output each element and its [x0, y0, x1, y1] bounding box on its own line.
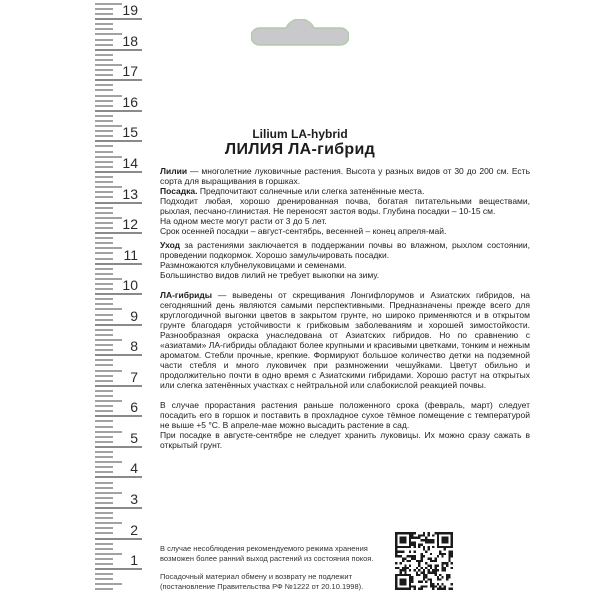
ruler-tick — [95, 426, 113, 428]
ruler-number: 7 — [130, 368, 138, 385]
paragraph-text: за растениями заключается в поддержании почвы во влажном, рыхлом состоянии, проведении подкормок. Хорошо замульчировать посадки. — [160, 240, 530, 260]
ruler-tick — [95, 18, 142, 20]
russian-title: ЛИЛИЯ ЛА-гибрид — [224, 141, 376, 158]
paragraph — [160, 260, 530, 270]
ruler-number: 16 — [122, 93, 138, 110]
paragraph — [160, 196, 530, 216]
ruler-tick — [95, 395, 113, 397]
ruler-tick — [95, 13, 113, 15]
paragraph — [160, 166, 530, 186]
ruler-tick — [95, 415, 142, 417]
description-text — [160, 166, 530, 450]
footnote-line: возможен более ранний выход растений из состояния покоя. — [160, 553, 374, 563]
ruler-number: 8 — [130, 338, 138, 355]
ruler-tick — [95, 538, 142, 540]
ruler-tick — [95, 298, 113, 300]
ruler-number: 1 — [130, 552, 138, 569]
paragraph-text: Подходит любая, хорошо дренированная почва, богатая питательными веществами, рыхлая, песчано-глинистая. Не переносят застоя воды. Глубина посадки – 10-15 см. — [160, 196, 530, 216]
ruler-tick — [95, 28, 113, 30]
paragraph-text: Срок осенней посадки – август-сентябрь, весенней – конец апреля-май. — [160, 226, 447, 236]
ruler-tick — [95, 359, 113, 361]
ruler-number: 18 — [122, 32, 138, 49]
ruler-tick — [95, 120, 113, 122]
footnote-block — [160, 544, 395, 563]
ruler-tick — [95, 293, 142, 295]
ruler-tick — [95, 54, 113, 56]
ruler-tick — [95, 171, 142, 173]
ruler-tick — [95, 3, 122, 5]
ruler-tick — [95, 303, 113, 305]
ruler-tick — [95, 202, 142, 204]
paragraph-text: — многолетние луковичные растения. Высота у разных видов от 30 до 200 см. Есть сорта для выращивания в горшках. — [160, 166, 530, 186]
paragraph-text: Предпочитают солнечные или слегка затенённые места. — [197, 186, 425, 196]
ruler-tick — [95, 212, 113, 214]
ruler-tick — [95, 232, 142, 234]
ruler-tick — [95, 115, 113, 117]
ruler-tick — [95, 334, 113, 336]
ruler-tick — [95, 79, 142, 81]
ruler-tick — [95, 237, 113, 239]
ruler-tick — [95, 181, 113, 183]
ruler-tick — [95, 84, 113, 86]
ruler-tick — [95, 324, 142, 326]
ruler-tick — [95, 263, 142, 265]
ruler-number: 15 — [122, 124, 138, 141]
footnote-line: В случае несоблюдения рекомендуемого режима хранения — [160, 544, 368, 553]
ruler — [0, 0, 150, 600]
ruler-tick — [95, 23, 113, 25]
ruler-number: 9 — [130, 307, 138, 324]
ruler-tick — [95, 487, 113, 489]
paragraph-lead: ЛА-гибриды — [160, 290, 213, 300]
ruler-tick — [95, 273, 113, 275]
ruler-tick — [95, 451, 113, 453]
ruler-tick — [95, 89, 113, 91]
paragraph-text: Большинство видов лилий не требует выкопки на зиму. — [160, 270, 380, 280]
footnote-block — [160, 572, 395, 591]
paragraph — [160, 226, 530, 236]
footnotes — [160, 544, 395, 600]
ruler-tick — [95, 543, 113, 545]
paragraph — [160, 216, 530, 226]
ruler-tick — [95, 482, 113, 484]
ruler-tick — [95, 507, 142, 509]
ruler-tick — [95, 364, 113, 366]
latin-title: Lilium LA-hybrid — [252, 127, 348, 141]
paragraph-text: — выведены от скрещивания Лонгифлорумов и Азиатских гибридов, на сегодняшний день являются самыми перспективными. Предназначены прежде всего для круглогодичной выгонки цветов в закрытом грунте, но широко применяются и в открытом грунте благодаря устойчивости к грибковым заболеваниям и хорошей зимостойкости. Разнообразная окраска унаследована от Азиатских гибридов. Но по сравнению с «азиатами» ЛА-гибриды обладают более крупными и красивыми цветками, тонким и нежным ароматом. Стебли прочные, крепкие. Формируют большое количество детки на подземной части стебля и много луковичек при размножении чешуйками. Цветут обильно и продолжительно почти в одно время с Азиатскими гибридами. Хорошо растут на открытых или слегка затенённых участках с нейтральной или слабокислой реакцией почвы. — [160, 290, 530, 390]
ruler-tick — [95, 242, 113, 244]
paragraph-text: В случае прорастания растения раньше положенного срока (февраль, март) следует посадить его в горшок и поставить в прохладное сухое тёмное помещение с температурой не выше +5 °С. В апреле-мае можно высадить растение в сад. — [160, 400, 530, 430]
ruler-tick — [95, 583, 122, 585]
ruler-tick — [95, 573, 113, 575]
ruler-tick — [95, 548, 113, 550]
ruler-number: 2 — [130, 521, 138, 538]
paragraph-lead: Лилии — [160, 166, 188, 176]
ruler-tick — [95, 385, 142, 387]
ruler-tick — [95, 446, 142, 448]
ruler-tick — [95, 578, 113, 580]
paragraph-text: На одном месте могут расти от 3 до 5 лет. — [160, 216, 327, 226]
ruler-tick — [95, 456, 113, 458]
ruler-tick — [95, 476, 142, 478]
ruler-tick — [95, 588, 113, 590]
ruler-number: 5 — [130, 429, 138, 446]
footnote-line: (постановление Правительства РФ №1222 от 20.10.1998). — [160, 581, 364, 591]
ruler-number: 6 — [130, 399, 138, 416]
ruler-number: 4 — [130, 460, 138, 477]
ruler-tick — [95, 420, 113, 422]
ruler-tick — [95, 568, 142, 570]
ruler-tick — [95, 390, 113, 392]
ruler-tick — [95, 8, 113, 10]
ruler-number: 11 — [123, 246, 138, 263]
paragraph — [160, 186, 530, 196]
paragraph-text: При посадке в августе-сентябре не следует хранить луковицы. Их можно сразу сажать в открытый грунт. — [160, 430, 530, 450]
ruler-tick — [95, 110, 142, 112]
paragraph — [160, 400, 530, 430]
ruler-tick — [95, 354, 142, 356]
ruler-tick — [95, 207, 113, 209]
paragraph-text: Размножаются клубнелуковицами и семенами. — [160, 260, 347, 270]
paragraph — [160, 270, 530, 280]
ruler-number: 13 — [122, 185, 138, 202]
ruler-number: 3 — [130, 491, 138, 507]
paragraph — [160, 430, 530, 450]
ruler-tick — [95, 329, 113, 331]
paragraph-lead: Уход — [160, 240, 181, 250]
ruler-number: 10 — [122, 277, 138, 294]
paragraph — [160, 290, 530, 390]
ruler-tick — [95, 517, 113, 519]
hang-tab-slot — [251, 19, 349, 47]
paragraph-lead: Посадка. — [160, 186, 198, 196]
ruler-number: 12 — [122, 216, 138, 233]
paragraph — [160, 240, 530, 260]
ruler-number: 17 — [122, 63, 138, 80]
ruler-tick — [95, 176, 113, 178]
ruler-tick — [95, 512, 113, 514]
ruler-tick — [95, 268, 113, 270]
ruler-number: 19 — [122, 2, 138, 19]
footnote-line: Посадочный материал обмену и возврату не подлежит — [160, 572, 353, 581]
ruler-number: 14 — [122, 154, 138, 171]
qr-code — [395, 532, 453, 590]
ruler-tick — [95, 59, 113, 61]
ruler-tick — [95, 49, 142, 51]
